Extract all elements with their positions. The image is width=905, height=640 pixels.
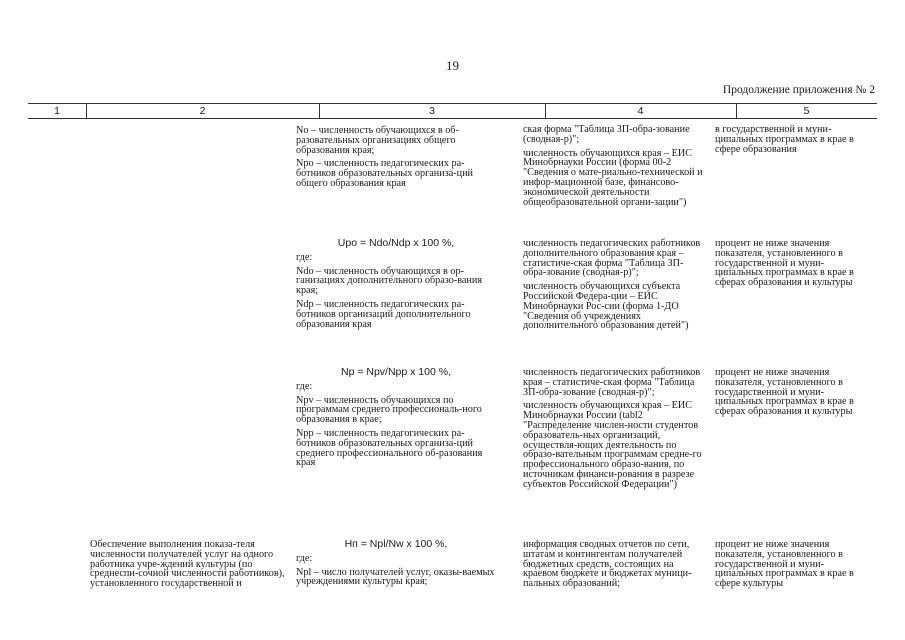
row-1-col-3-line-1: Nо – численность обучающихся в об-разовательных организациях общего образования края; — [296, 125, 459, 156]
page-number: 19 — [446, 58, 459, 73]
row-2-col-3 — [296, 239, 504, 333]
row-3-col-4-line-1: численность педагогических работников края – статистиче-ская форма "Таблица ЗП-обра-зование (сводная-р)"; — [523, 367, 701, 398]
column-header-row — [28, 103, 877, 119]
row-3-formula: Np = Npv/Npp x 100 %, — [340, 366, 451, 378]
column-header-4: 4 — [637, 105, 644, 117]
row-3-col-3-line-2: Npv – численность обучающихся по программам среднего профессиональ-ного образования в крае; — [296, 394, 482, 426]
row-2-col-4-line-2: численность обучающихся субъекта Российской Федера-ции – ЕИС Минобрнауки Рос-сии (форма 1-ДО "Сведения об учреждениях дополнительного образования детей") — [523, 281, 689, 332]
row-3-col-5 — [715, 368, 865, 421]
appendix-table — [28, 103, 877, 119]
row-4-col-5-text: процент не ниже значения показателя, установленного в государственной и муни-ципальных программах в крае в сфере культуры — [715, 539, 854, 590]
row-4-col-4 — [523, 540, 703, 593]
row-3-col-3-line-3: Npp – численность педагогических ра-ботников образовательных организа-ций среднего профессионального об-разования края — [296, 427, 483, 469]
row-1-col-5 — [715, 125, 865, 158]
column-header-2: 2 — [199, 105, 206, 117]
column-header-5: 5 — [803, 105, 810, 117]
row-1-col-3 — [296, 126, 504, 193]
row-2-col-3-line-3: Ndp – численность педагогических ра-ботников организаций дополнительного образования края — [296, 298, 471, 330]
row-4-col-3-line-1: где: — [296, 552, 313, 564]
row-2-col-4 — [523, 239, 703, 335]
row-3-col-4-line-2: численность обучающихся края – ЕИС Минобрнауки России (tabl2 "Распределение числен-ности студентов образователь-ных организаций, осуществля-ющих деятельность по образо-вательным программам средне-го профессионального образо-вания, по источникам финанси-рования в разрезе субъектов Российской Федерации") — [523, 400, 702, 490]
row-4-col-3-line-2: Npl – число получателей услуг, оказы-ваемых учреждениями культуры края; — [296, 566, 495, 588]
row-4-col-2 — [90, 540, 285, 593]
row-2-col-5 — [715, 239, 865, 292]
column-header-3: 3 — [429, 105, 435, 117]
row-1-col-4 — [523, 125, 703, 211]
row-3-col-3 — [296, 368, 504, 472]
row-4-col-5 — [715, 540, 865, 593]
row-3-col-4 — [523, 368, 703, 494]
row-1-col-3-line-2: Nро – численность педагогических ра-ботников образовательных организа-ций общего образования края — [296, 158, 473, 189]
row-1-col-5-text: в государственной и муни-ципальных программах в крае в сфере образования — [715, 124, 854, 155]
row-2-col-5-text: процент не ниже значения показателя, установленного в государственной и муни-ципальных программах в крае в сферах образования и культуры — [715, 238, 854, 289]
row-3-col-3-line-1: где: — [296, 380, 313, 392]
row-3-col-5-text: процент не ниже значения показателя, установленного в государственной и муни-ципальных программах в крае в сферах образования и культуры — [715, 367, 854, 418]
row-4-formula: Hп = Npl/Nw x 100 %, — [344, 538, 448, 550]
row-4-col-2-text: Обеспечение выполнения показа-теля численности получателей услуг на одного работника учре-ждений культуры (по среднеспи-сочной численности работников), установленного государственной и — [90, 539, 285, 590]
row-2-formula: Uрo = Ndo/Ndp x 100 %, — [337, 237, 455, 249]
row-1-col-4-line-1: ская форма "Таблица ЗП-обра-зование (сводная-р)"; — [523, 124, 690, 145]
row-4-col-4-line-1: информация сводных отчетов по сети, штатам и контингентам получателей бюджетных средств, состоящих на краевом бюджете и бюджетах муници-пальных образований; — [523, 539, 692, 590]
continuation-label: Продолжение приложения № 2 — [722, 84, 875, 96]
column-header-1: 1 — [54, 105, 60, 117]
row-2-col-4-line-1: численность педагогических работников дополнительного образования края – статистиче-ская форма "Таблица ЗП-обра-зование (сводная-р)"; — [523, 238, 701, 279]
row-4-col-3 — [296, 540, 504, 591]
row-2-col-3-line-2: Ndo – численность обучающихся в ор-ганизациях дополнительного образо-вания края; — [296, 265, 483, 297]
row-2-col-3-line-1: где: — [296, 251, 313, 263]
row-1-col-4-line-2: численность обучающихся края – ЕИС Минобрнауки России (форма 00-2 "Сведения о мате-риально-технической и инфор-мационной базе, финансово-экономической деятельности общеобразовательной органи-зации") — [523, 147, 703, 208]
